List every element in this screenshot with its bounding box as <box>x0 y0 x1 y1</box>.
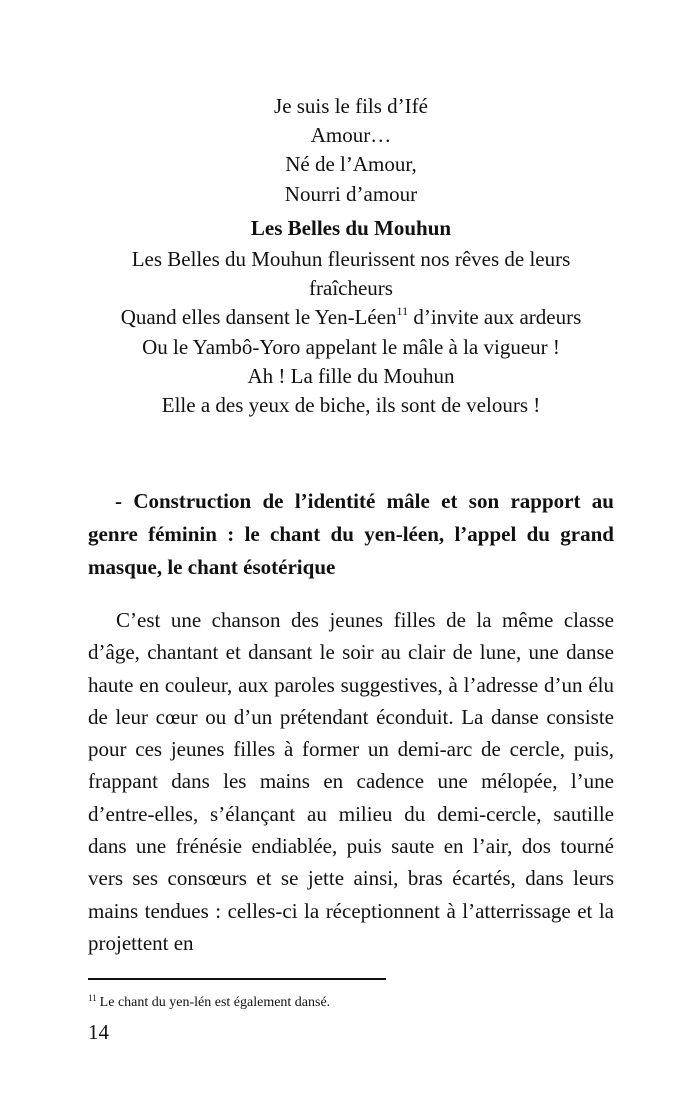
poem-line: Né de l’Amour, <box>285 152 417 177</box>
poem-line: Ou le Yambô-Yoro appelant le mâle à la vigueur ! <box>142 334 560 359</box>
poem-line: Je suis le fils d’Ifé <box>274 94 428 118</box>
poem-line: fraîcheurs <box>309 276 393 301</box>
poem-line: Les Belles du Mouhun fleurissent nos rêves de leurs <box>131 247 571 272</box>
poem-block <box>88 92 614 420</box>
poem-line: Amour… <box>310 123 392 148</box>
poem-line: Nourri d’amour <box>284 181 418 206</box>
footnote <box>88 994 608 1012</box>
page-number: 14 <box>88 1020 109 1044</box>
poem-line-text: Quand elles dansent le Yen-Léen <box>120 305 397 330</box>
section-heading: - Construction de l’identité mâle et son rapport au genre féminin : le chant du yen-léen, l’appel du grand masque, le chant ésotérique <box>88 489 614 579</box>
poem-line: Elle a des yeux de biche, ils sont de velours ! <box>161 393 541 418</box>
body-paragraph: C’est une chanson des jeunes filles de la même classe d’âge, chantant et dansant le soir au clair de lune, une danse haute en couleur, aux paroles suggestives, à l’adresse d’un élu de leur cœur ou d’un prétendant éconduit. La danse consiste pour ces jeunes filles à former un demi-arc de cercle, puis, frappant dans les mains en cadence une mélopée, l’une d’entre-elles, s’élançant au milieu du demi-cercle, sautille dans une frénésie endiablée, puis saute en l’air, dos tourné vers ses consœurs et se jette ainsi, bras écartés, dans leurs mains tendues : celles-ci la réceptionnent à l’atterrissage et la projettent en <box>88 608 614 955</box>
footnote-text: Le chant du yen-lén est également dansé. <box>99 995 331 1010</box>
poem-line-with-footnote <box>88 303 614 332</box>
poem-line: Ah ! La fille du Mouhun <box>247 363 455 388</box>
footnote-number: 11 <box>88 993 97 1003</box>
poem-line-text: d’invite aux ardeurs <box>408 305 582 330</box>
footnote-reference: 11 <box>396 304 409 319</box>
poem-title: Les Belles du Mouhun <box>250 215 452 240</box>
footnote-divider <box>88 978 386 980</box>
